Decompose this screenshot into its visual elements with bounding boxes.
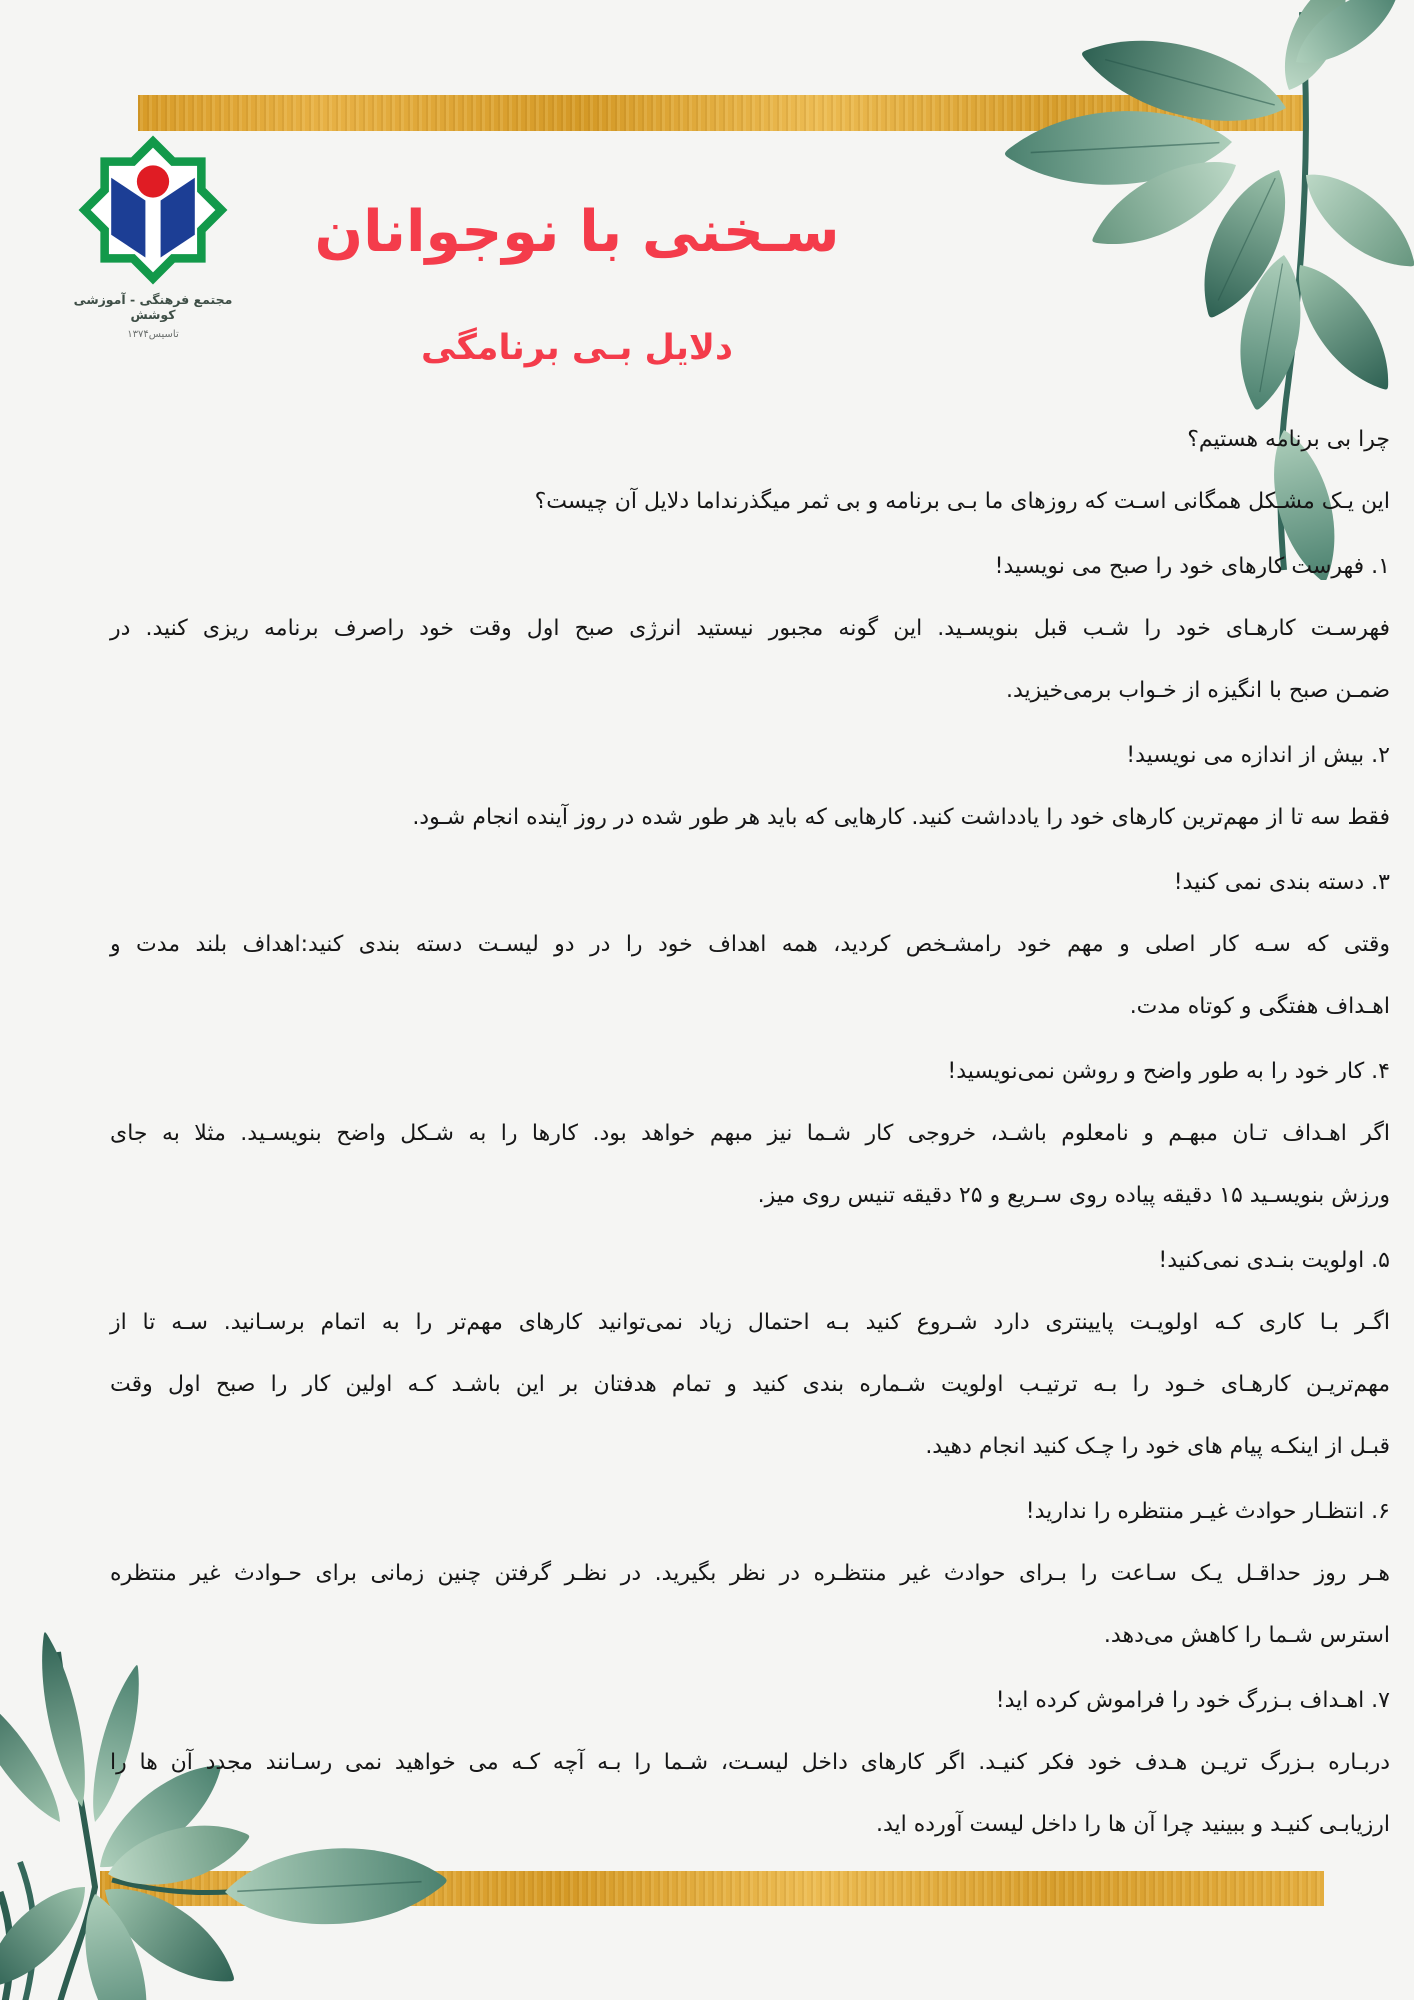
body-line: ورزش بنویسـید ۱۵ دقیقه پیاده روی سـریع و ۲۵ دقیقه تنیس روی میز. <box>757 1183 1390 1208</box>
section-heading: ۱. فهرست کارهای خود را صبح می نویسید! <box>994 554 1390 579</box>
section-1 <box>110 536 1390 722</box>
body-line: وقتی که سـه کار اصلی و مهم خود رامشـخص کردید، همه اهداف خود را در دو لیسـت دسته بندی کنید:اهداف بلند مدت و <box>110 932 1390 957</box>
document-body <box>110 409 1390 1856</box>
body-line: اهـداف هفتگی و کوتاه مدت. <box>1129 994 1390 1019</box>
intro-question: چرا بی برنامه هستیم؟ <box>1187 427 1390 452</box>
body-line: ضمـن صبح با انگیزه از خـواب برمی‌خیزید. <box>1006 678 1390 703</box>
page-title: سـخنی با نوجوانان <box>314 199 840 265</box>
body-line: فقط سه تا از مهم‌ترین کارهای خود را یادداشت کنید. کارهایی که باید هر طور شده در روز آینده انجام شـود. <box>412 805 1390 830</box>
intro-answer: این یـک مشـکل همگانی اسـت که روزهای ما بـی برنامه و بی ثمر میگذرنداما دلایل آن چیست؟ <box>534 489 1390 514</box>
logo-founded-text: تاسیس۱۳۷۴ <box>127 329 179 340</box>
body-line: فهرسـت کارهـای خود را شـب قبل بنویسـید. این گونه مجبور نیستید انرژی صبح اول وقت خود راصرف برنامه ریزی کنید. در <box>110 616 1390 641</box>
section-heading: ۳. دسته بندی نمی کنید! <box>1173 870 1390 895</box>
section-6 <box>110 1481 1390 1667</box>
body-line: دربـاره بـزرگ تریـن هـدف خود فکر کنیـد. اگر کارهای داخل لیسـت، شـما را بـه آچه کـه می خواهید نمی رسـانند مجدد آن ها را <box>110 1750 1390 1775</box>
section-heading: ۵. اولویت بنـدی نمی‌کنید! <box>1158 1248 1390 1273</box>
section-heading: ۲. بیش از اندازه می نویسید! <box>1126 743 1390 768</box>
section-3 <box>110 852 1390 1038</box>
section-4 <box>110 1041 1390 1227</box>
page-subtitle: دلایل بـی برنامگی <box>421 328 733 368</box>
body-line: استرس شـما را کاهش می‌دهد. <box>1103 1623 1390 1648</box>
body-line: ارزیابـی کنیـد و ببینید چرا آن ها را داخل لیست آورده اید. <box>876 1812 1390 1837</box>
body-line: هـر روز حداقـل یـک سـاعت را بـرای حوادث غیر منتظـره در نظر بگیرید. در نظـر گرفتن چنین زمانی برای حـوادث غیر منتظره <box>110 1561 1390 1586</box>
body-line: مهم‌تریـن کارهـای خـود را بـه ترتیـب اولویت شـماره بندی کنید و تمام هدفتان بر این باشـد کـه اولین کار را صبح اول وقت <box>110 1372 1390 1397</box>
section-2 <box>110 725 1390 849</box>
body-line: اگـر بـا کاری کـه اولویـت پایینتری دارد شـروع کنید بـه احتمال زیاد نمی‌توانید کارهای مهم‌تر را به اتمام برسـانید. سـه تا از <box>110 1310 1390 1335</box>
section-7 <box>110 1670 1390 1856</box>
logo-caption: مجتمع فرهنگی - آموزشی کوشش <box>73 292 233 322</box>
section-heading: ۴. کار خود را به طور واضح و روشن نمی‌نویسید! <box>947 1059 1390 1084</box>
body-line: اگر اهـداف تـان مبهـم و نامعلوم باشـد، خروجی کار شـما نیز مبهم خواهد بود. کارها را به شـکل واضح بنویسـید. مثلا به جای <box>110 1121 1390 1146</box>
section-heading: ۷. اهـداف بـزرگ خود را فراموش کرده اید! <box>995 1688 1390 1713</box>
body-line: قبـل از اینکـه پیام های خود را چـک کنید انجام دهید. <box>925 1434 1390 1459</box>
section-5 <box>110 1230 1390 1478</box>
section-heading: ۶. انتظـار حوادث غیـر منتظره را ندارید! <box>1025 1499 1390 1524</box>
